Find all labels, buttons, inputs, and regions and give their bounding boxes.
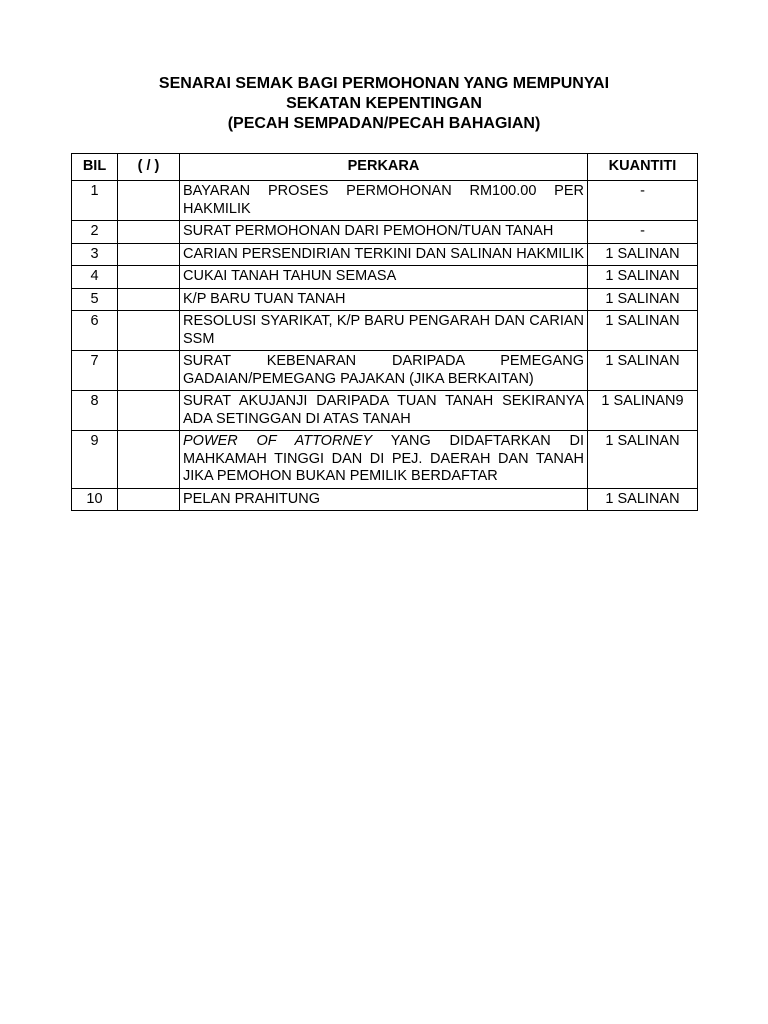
cell-perkara [180,431,588,489]
cell-tick [118,181,180,221]
cell-perkara: CARIAN PERSENDIRIAN TERKINI DAN SALINAN HAKMILIK [180,243,588,266]
table-header-row [72,154,698,181]
table-row [72,391,698,431]
cell-kuantiti: 1 SALINAN [588,243,698,266]
cell-perkara-text: YANG DIDAFTARKAN DI MAHKAMAH TINGGI DAN DI PEJ. DAERAH DAN TANAH JIKA PEMOHON BUKAN PEMILIK BERDAFTAR [183,433,584,484]
cell-perkara: BAYARAN PROSES PERMOHONAN RM100.00 PER HAKMILIK [180,181,588,221]
cell-bil: 8 [72,391,118,431]
cell-bil: 6 [72,311,118,351]
table-row [72,488,698,511]
cell-kuantiti: 1 SALINAN [588,311,698,351]
cell-kuantiti: 1 SALINAN [588,431,698,489]
cell-kuantiti: - [588,221,698,244]
cell-tick [118,221,180,244]
cell-bil: 9 [72,431,118,489]
document-title [0,74,768,134]
cell-bil: 7 [72,351,118,391]
cell-kuantiti: 1 SALINAN [588,288,698,311]
table-row [72,431,698,489]
cell-perkara: PELAN PRAHITUNG [180,488,588,511]
cell-bil: 5 [72,288,118,311]
cell-tick [118,391,180,431]
cell-perkara: SURAT AKUJANJI DARIPADA TUAN TANAH SEKIRANYA ADA SETINGGAN DI ATAS TANAH [180,391,588,431]
table-row [72,311,698,351]
header-kuantiti: KUANTITI [588,154,698,181]
cell-bil: 4 [72,266,118,289]
table-row [72,243,698,266]
title-line-3: (PECAH SEMPADAN/PECAH BAHAGIAN) [227,115,541,132]
table-row [72,181,698,221]
cell-tick [118,311,180,351]
cell-bil: 1 [72,181,118,221]
title-line-2: SEKATAN KEPENTINGAN [286,95,482,112]
cell-tick [118,351,180,391]
cell-tick [118,431,180,489]
cell-kuantiti: 1 SALINAN [588,488,698,511]
header-tick: ( / ) [118,154,180,181]
cell-kuantiti: - [588,181,698,221]
table-row [72,288,698,311]
header-bil: BIL [72,154,118,181]
cell-perkara: K/P BARU TUAN TANAH [180,288,588,311]
cell-perkara: SURAT PERMOHONAN DARI PEMOHON/TUAN TANAH [180,221,588,244]
cell-tick [118,288,180,311]
cell-tick [118,266,180,289]
title-line-1: SENARAI SEMAK BAGI PERMOHONAN YANG MEMPUNYAI [158,75,610,92]
cell-kuantiti: 1 SALINAN [588,351,698,391]
table-row [72,221,698,244]
cell-bil: 3 [72,243,118,266]
cell-tick [118,243,180,266]
cell-perkara: SURAT KEBENARAN DARIPADA PEMEGANG GADAIAN/PEMEGANG PAJAKAN (JIKA BERKAITAN) [180,351,588,391]
cell-tick [118,488,180,511]
cell-bil: 10 [72,488,118,511]
table-row [72,266,698,289]
header-perkara: PERKARA [180,154,588,181]
cell-kuantiti: 1 SALINAN [588,266,698,289]
cell-perkara: CUKAI TANAH TAHUN SEMASA [180,266,588,289]
cell-perkara: RESOLUSI SYARIKAT, K/P BARU PENGARAH DAN CARIAN SSM [180,311,588,351]
cell-perkara-italic: POWER OF ATTORNEY [183,433,373,449]
cell-kuantiti: 1 SALINAN9 [588,391,698,431]
cell-bil: 2 [72,221,118,244]
checklist-table [71,153,698,511]
table-row [72,351,698,391]
